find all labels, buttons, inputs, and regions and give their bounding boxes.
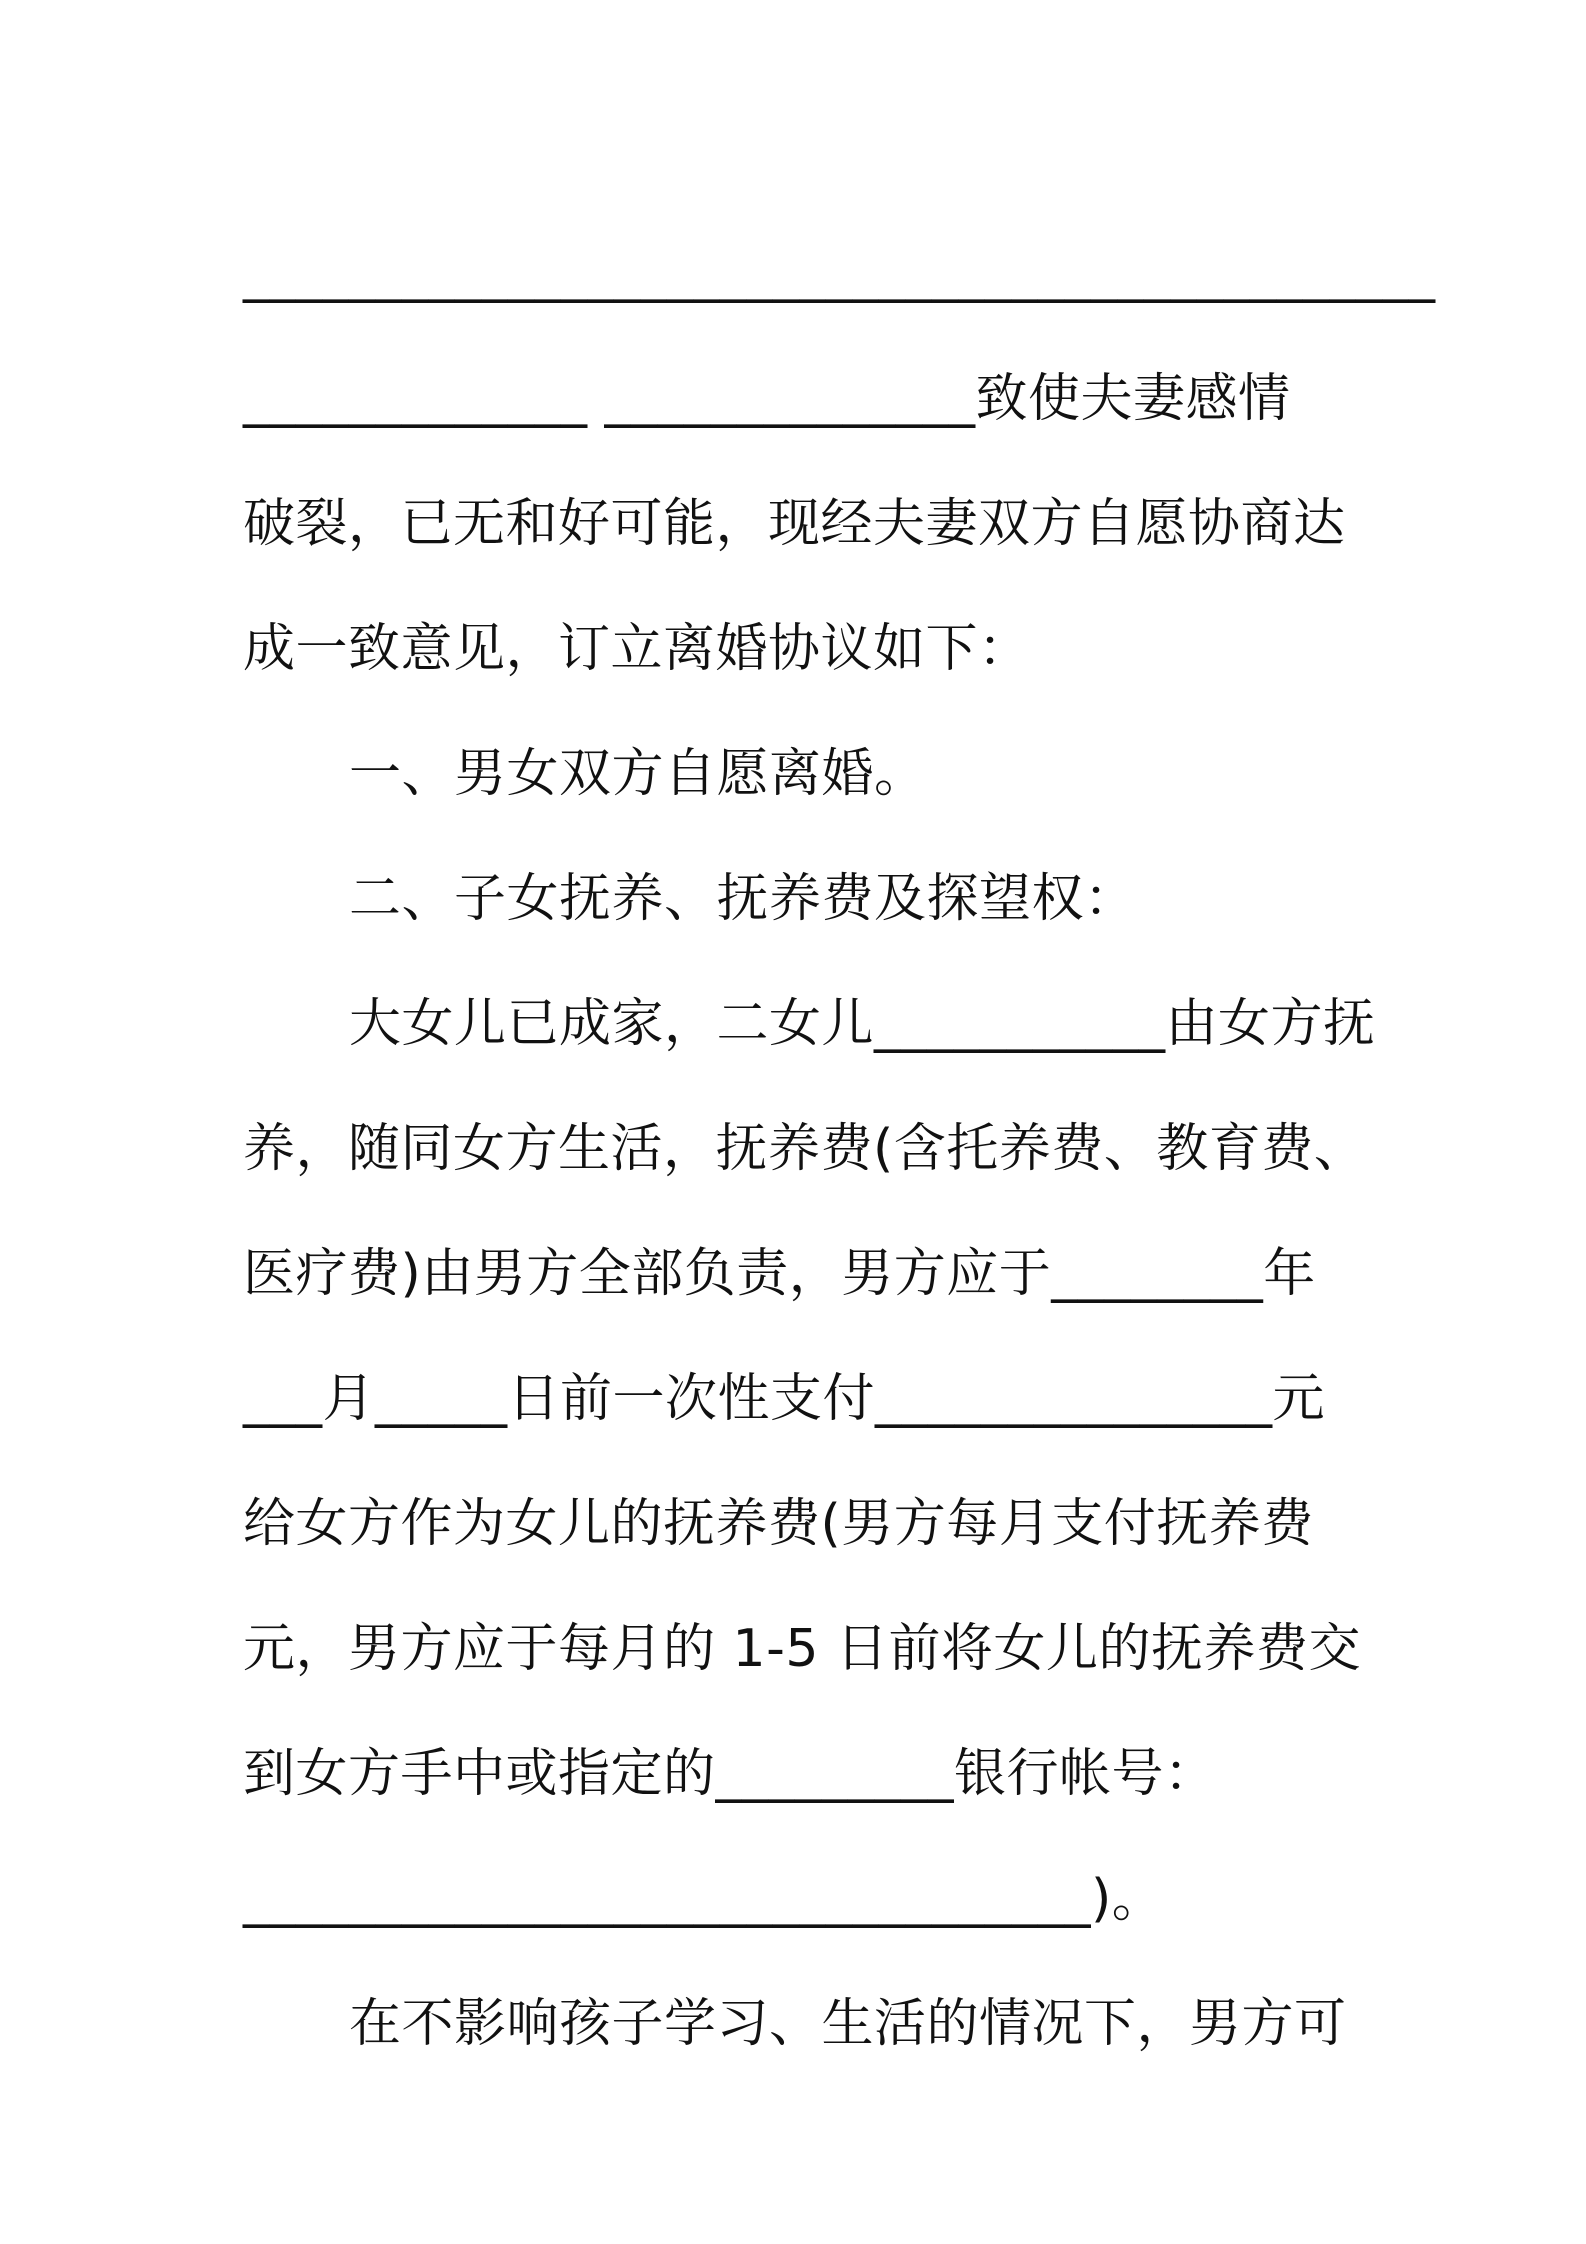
text-line-10: ___月_____日前一次性支付_______________元 [243, 1369, 1326, 1429]
text-line-1: _____________________________________________ [243, 244, 1436, 304]
text-line-11: 给女方作为女儿的抚养费(男方每月支付抚养费 [243, 1494, 1314, 1554]
text-line-2: _____________ ______________致使夫妻感情 [243, 369, 1291, 429]
text-line-4: 成一致意见，订立离婚协议如下： [243, 619, 1031, 679]
agreement-body [243, 212, 1436, 2087]
clause-two-heading: 二、子女抚养、抚养费及探望权： [349, 869, 1137, 929]
text-line-13: 到女方手中或指定的_________银行帐号： [243, 1744, 1217, 1804]
text-line-14: ________________________________)。 [243, 1869, 1165, 1929]
text-line-3: 破裂，已无和好可能，现经夫妻双方自愿协商达 [243, 494, 1346, 554]
clause-one: 一、男女双方自愿离婚。 [349, 744, 927, 804]
text-line-7: 大女儿已成家，二女儿___________由女方抚 [349, 994, 1376, 1054]
text-line-9: 医疗费)由男方全部负责，男方应于________年 [243, 1244, 1316, 1304]
text-line-15: 在不影响孩子学习、生活的情况下，男方可 [349, 1994, 1347, 2054]
text-line-8: 养，随同女方生活，抚养费(含托养费、教育费、 [243, 1119, 1367, 1179]
text-line-12: 元，男方应于每月的 1-5 日前将女儿的抚养费交 [243, 1619, 1361, 1679]
